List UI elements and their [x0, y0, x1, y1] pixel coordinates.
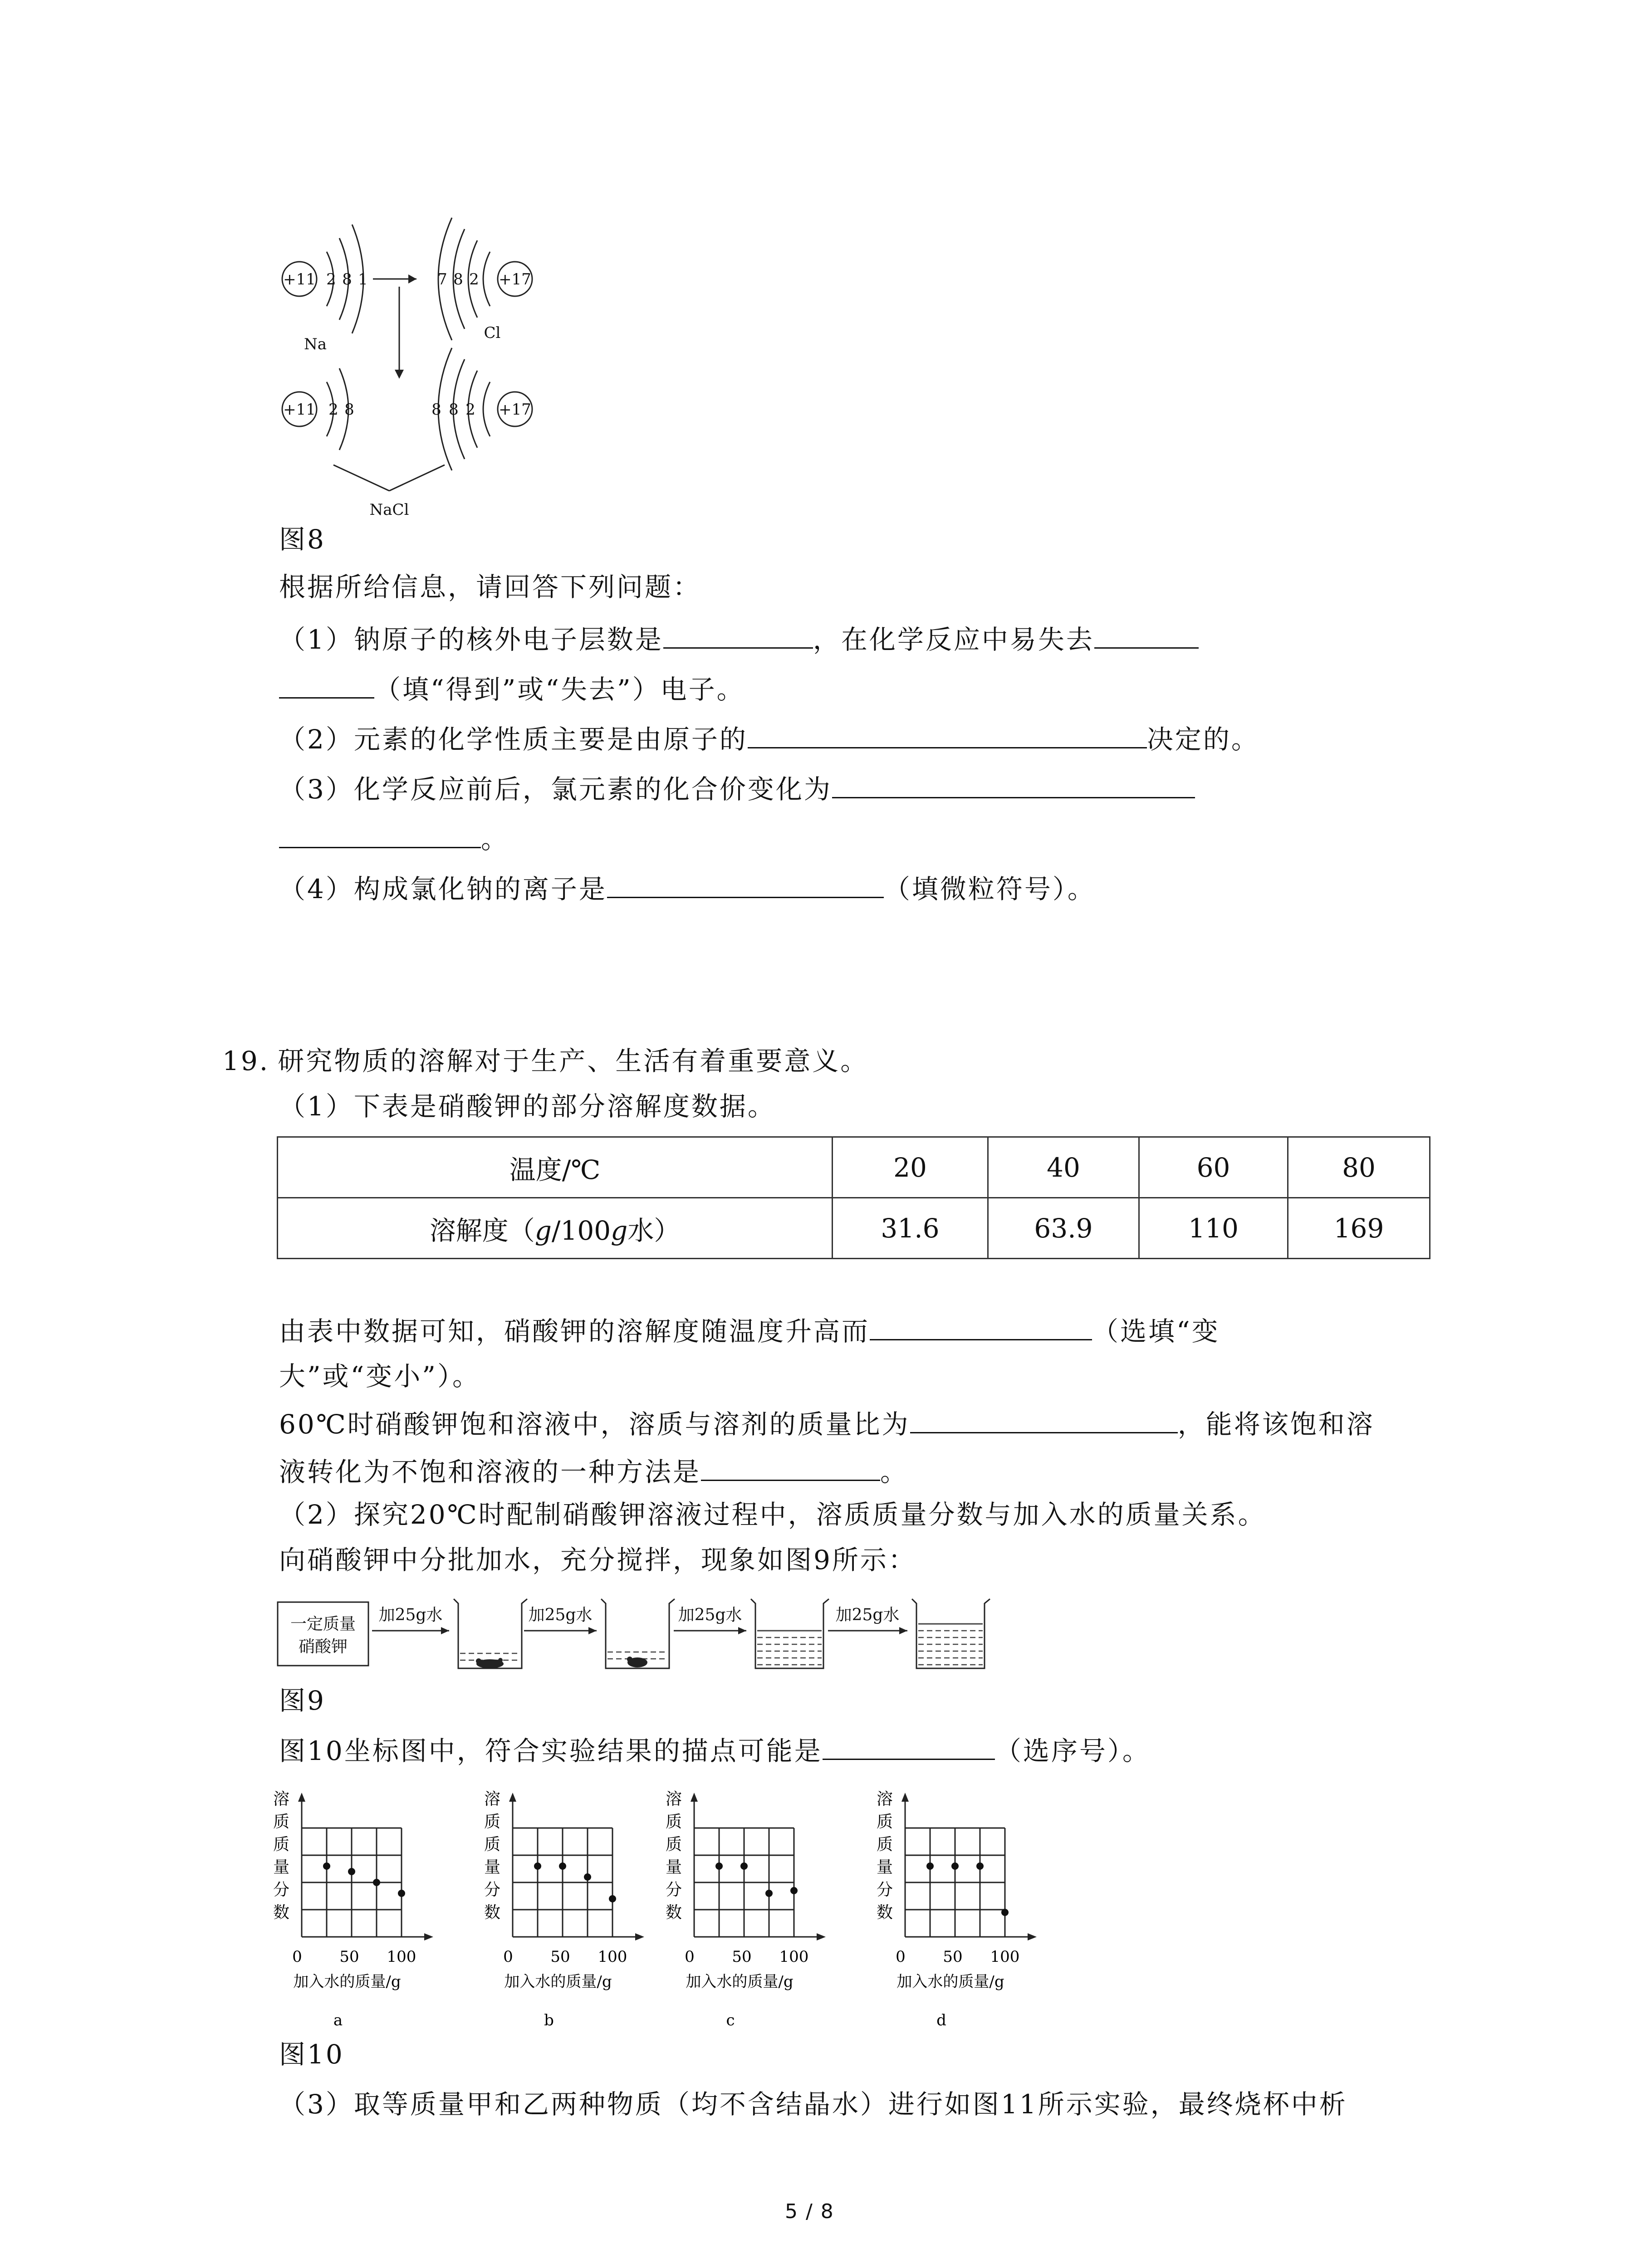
- cl-shell-3: 2: [469, 270, 479, 288]
- solubility-table: [277, 1136, 1430, 1259]
- fig9-arrow-label-1: 加25g水: [378, 1606, 443, 1624]
- nacl-label: NaCl: [369, 501, 409, 519]
- data-point: [765, 1890, 773, 1897]
- na-shell-1: 2: [326, 270, 336, 288]
- y-axis-label-char: 溶: [876, 1790, 893, 1809]
- x-tick-label: 50: [550, 1948, 570, 1966]
- panel-label: d: [936, 2011, 946, 2029]
- data-point: [715, 1862, 723, 1870]
- answer-blank-electron-layers[interactable]: [663, 624, 813, 649]
- data-point: [534, 1862, 541, 1870]
- y-axis-label-char: 量: [665, 1858, 682, 1877]
- table-header-solubility: 溶解度（g/100g水）: [278, 1198, 833, 1259]
- y-axis-label-char: 质: [273, 1835, 290, 1854]
- x-axis-label: 加入水的质量/g: [896, 1973, 1004, 1991]
- data-point: [323, 1862, 330, 1870]
- figure-8-caption: 图8: [279, 524, 326, 555]
- y-axis-arrow: [298, 1793, 305, 1802]
- panel-label: b: [544, 2011, 554, 2029]
- data-point: [398, 1890, 405, 1897]
- cl-ion-shell-2: 8: [449, 401, 459, 419]
- cl-ion-shell-3: 2: [465, 401, 475, 419]
- table-cell: 60: [1139, 1137, 1288, 1198]
- table-header-temperature: 温度/℃: [278, 1137, 833, 1198]
- answer-blank-ions[interactable]: [607, 873, 884, 898]
- y-axis-label-char: 分: [484, 1881, 501, 1899]
- fig9-arrow-label-3: 加25g水: [678, 1606, 742, 1624]
- q19-part2-line2: 向硝酸钾中分批加水，充分搅拌，现象如图9所示：: [279, 1545, 916, 1575]
- y-axis-label-char: 数: [273, 1903, 290, 1922]
- x-tick-label: 0: [292, 1948, 302, 1966]
- q18-part4: （4）构成氯化钠的离子是 （填微粒符号）。: [279, 874, 1096, 904]
- fig9-box-line2: 硝酸钾: [298, 1637, 348, 1656]
- x-tick-label: 100: [387, 1948, 416, 1966]
- panel-label: a: [333, 2011, 343, 2029]
- na-label: Na: [304, 335, 327, 353]
- answer-blank-mass-ratio[interactable]: [910, 1408, 1178, 1433]
- answer-blank-electron-count[interactable]: [1094, 624, 1199, 649]
- q19-number: 19.: [222, 1046, 270, 1076]
- y-axis-label-char: 数: [665, 1903, 682, 1922]
- x-axis-arrow: [1028, 1933, 1037, 1941]
- data-point: [926, 1862, 934, 1870]
- answer-blank-method[interactable]: [701, 1456, 880, 1481]
- data-point: [609, 1895, 616, 1902]
- q18-part1-line2: （填“得到”或“失去”）电子。: [279, 674, 745, 703]
- y-axis-label-char: 量: [484, 1858, 501, 1877]
- table-cell: 169: [1288, 1198, 1430, 1259]
- x-tick-label: 50: [943, 1948, 963, 1966]
- x-tick-label: 0: [685, 1948, 695, 1966]
- answer-blank-valence-change[interactable]: [832, 773, 1195, 798]
- table-row-temperature: [278, 1137, 1430, 1198]
- q19-part3: （3）取等质量甲和乙两种物质（均不含结晶水）进行如图11所示实验，最终烧杯中析: [279, 2089, 1347, 2120]
- x-tick-label: 100: [990, 1948, 1020, 1966]
- x-tick-label: 0: [503, 1948, 513, 1966]
- na-shell-3: 1: [358, 270, 368, 288]
- fig9-arrow-label-4: 加25g水: [835, 1606, 900, 1624]
- fig10-panel-a: [273, 1790, 433, 2029]
- figure-9-diagram: [277, 1592, 1021, 1683]
- y-axis-label-char: 质: [876, 1813, 893, 1831]
- x-tick-label: 100: [598, 1948, 627, 1966]
- figure-9-caption: 图9: [279, 1685, 326, 1716]
- fig9-box-line1: 一定质量: [290, 1615, 356, 1633]
- q18-intro: 根据所给信息，请回答下列问题：: [279, 572, 701, 602]
- na-ion-shell-2: 8: [344, 401, 354, 419]
- y-axis-label-char: 量: [876, 1858, 893, 1877]
- x-axis-arrow: [817, 1933, 826, 1941]
- q19-part2-line1: （2）探究20℃时配制硝酸钾溶液过程中，溶质质量分数与加入水的质量关系。: [279, 1499, 1266, 1530]
- cl-label: Cl: [484, 324, 501, 342]
- figure-10-charts: [272, 1787, 1089, 2041]
- table-cell: 31.6: [833, 1198, 988, 1259]
- table-cell: 20: [833, 1137, 988, 1198]
- data-point: [740, 1862, 748, 1870]
- data-point: [584, 1873, 591, 1881]
- y-axis-label-char: 质: [665, 1835, 682, 1854]
- y-axis-arrow: [691, 1793, 698, 1802]
- x-axis-arrow: [635, 1933, 644, 1941]
- cl-ion-nucleus-charge: +17: [499, 401, 531, 419]
- y-axis-label-char: 分: [665, 1881, 682, 1899]
- y-axis-label-char: 量: [273, 1858, 290, 1877]
- q19-sentence1-line2: 大”或“变小”）。: [279, 1361, 480, 1392]
- answer-blank-plot-choice[interactable]: [823, 1735, 995, 1760]
- q18-part2: （2）元素的化学性质主要是由原子的 决定的。: [279, 724, 1259, 755]
- na-nucleus-charge: +11: [283, 270, 316, 288]
- q19-fig10-question: 图10坐标图中，符合实验结果的描点可能是 （选序号）。: [279, 1735, 1151, 1766]
- q18-part3-line2: 。: [279, 823, 509, 852]
- data-point: [976, 1862, 984, 1870]
- y-axis-label-char: 质: [273, 1813, 290, 1831]
- x-tick-label: 50: [732, 1948, 752, 1966]
- figure-10-caption: 图10: [279, 2039, 344, 2070]
- q19-sentence2-line2: 液转化为不饱和溶液的一种方法是 。: [279, 1457, 909, 1487]
- y-axis-label-char: 溶: [665, 1790, 682, 1809]
- cl-nucleus-charge: +17: [499, 270, 531, 288]
- data-point: [790, 1887, 798, 1894]
- answer-blank-valence-change-cont[interactable]: [279, 823, 481, 848]
- y-axis-label-char: 数: [484, 1903, 501, 1922]
- y-axis-arrow: [901, 1793, 909, 1802]
- panel-label: c: [726, 2011, 735, 2029]
- q18-part1-line1: （1）钠原子的核外电子层数是 ，在化学反应中易失去: [279, 624, 1199, 653]
- table-cell: 80: [1288, 1137, 1430, 1198]
- y-axis-label-char: 质: [484, 1835, 501, 1854]
- x-axis-label: 加入水的质量/g: [293, 1973, 401, 1991]
- table-row-solubility: [278, 1198, 1430, 1259]
- x-axis-arrow: [424, 1933, 433, 1941]
- x-tick-label: 100: [779, 1948, 809, 1966]
- q19-part1-intro: （1）下表是硝酸钾的部分溶解度数据。: [279, 1091, 776, 1122]
- y-axis-label-char: 溶: [484, 1790, 501, 1809]
- data-point: [559, 1862, 566, 1870]
- q18-part3-line1: （3）化学反应前后，氯元素的化合价变化为: [279, 773, 1195, 802]
- answer-blank-trend[interactable]: [870, 1315, 1092, 1340]
- table-cell: 40: [988, 1137, 1139, 1198]
- fig10-panel-d: [877, 1790, 1037, 2029]
- na-ion-shell-1: 2: [328, 401, 338, 419]
- x-axis-label: 加入水的质量/g: [686, 1973, 794, 1991]
- x-axis-label: 加入水的质量/g: [504, 1973, 612, 1991]
- x-tick-label: 0: [896, 1948, 906, 1966]
- q19-stem: 19. 研究物质的溶解对于生产、生活有着重要意义。: [222, 1046, 869, 1076]
- table-cell: 63.9: [988, 1198, 1139, 1259]
- answer-blank-chemical-property[interactable]: [748, 723, 1147, 748]
- cl-ion-shell-1: 8: [431, 401, 441, 419]
- fig10-panel-c: [666, 1790, 826, 2029]
- data-point: [373, 1879, 380, 1886]
- cl-shell-2: 8: [453, 270, 463, 288]
- page-number: 5 / 8: [785, 2200, 834, 2223]
- fig9-arrow-label-2: 加25g水: [528, 1606, 593, 1624]
- na-shell-2: 8: [342, 270, 352, 288]
- y-axis-label-char: 数: [876, 1903, 893, 1922]
- table-cell: 110: [1139, 1198, 1288, 1259]
- y-axis-label-char: 溶: [273, 1790, 290, 1809]
- y-axis-label-char: 分: [876, 1881, 893, 1899]
- x-tick-label: 50: [339, 1948, 359, 1966]
- cl-shell-1: 7: [437, 270, 447, 288]
- y-axis-label-char: 质: [876, 1835, 893, 1854]
- q19-sentence1-line1: 由表中数据可知，硝酸钾的溶解度随温度升高而 （选填“变: [279, 1316, 1220, 1347]
- na-ion-nucleus-charge: +11: [283, 401, 316, 419]
- data-point: [951, 1862, 959, 1870]
- q19-sentence2-line1: 60℃时硝酸钾饱和溶液中，溶质与溶剂的质量比为 ，能将该饱和溶: [279, 1409, 1375, 1440]
- fig10-panel-b: [484, 1790, 644, 2029]
- y-axis-label-char: 质: [665, 1813, 682, 1831]
- data-point: [348, 1868, 355, 1875]
- answer-blank-gain-or-lose[interactable]: [279, 674, 374, 699]
- y-axis-label-char: 分: [273, 1881, 290, 1899]
- figure-8-diagram: [272, 213, 563, 522]
- y-axis-arrow: [509, 1793, 516, 1802]
- data-point: [1001, 1909, 1009, 1916]
- y-axis-label-char: 质: [484, 1813, 501, 1831]
